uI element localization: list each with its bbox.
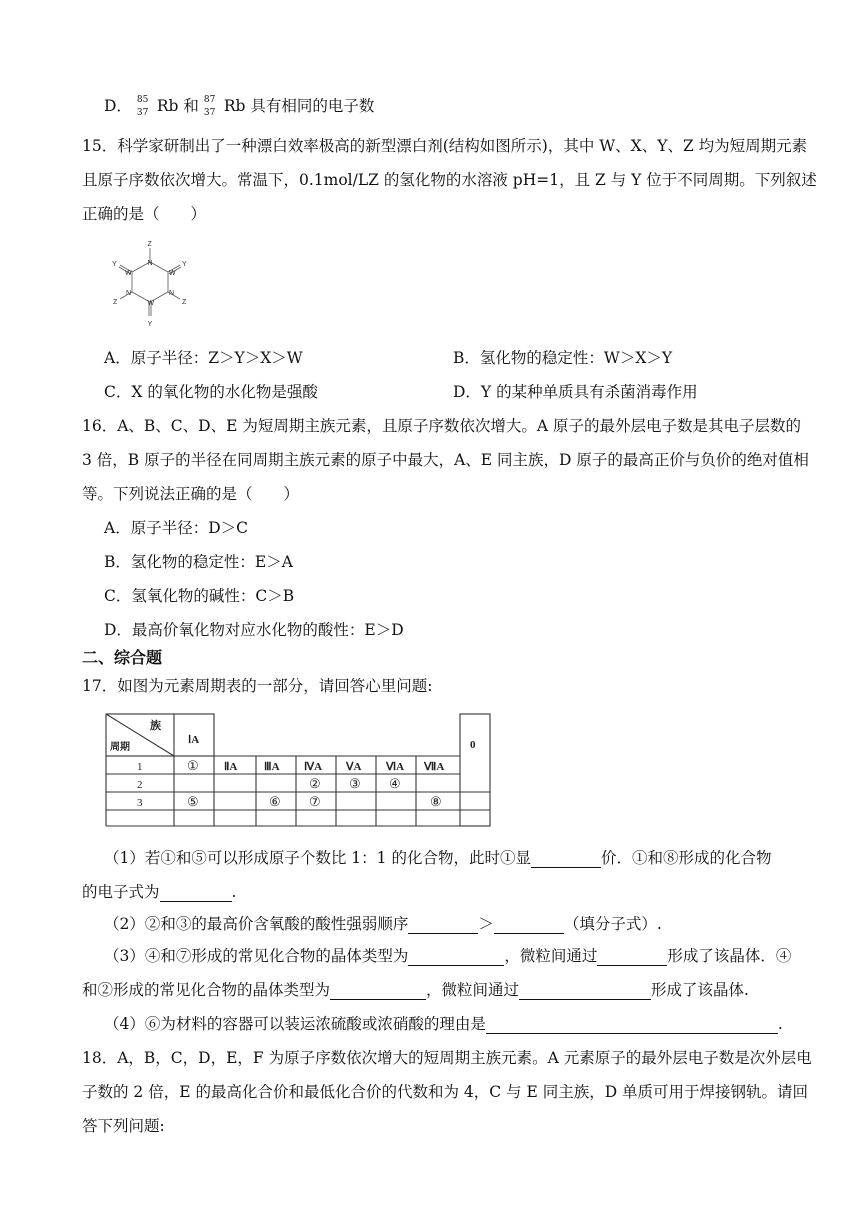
- q17-p1-text-b: 价．①和⑧形成的化合物: [600, 849, 772, 867]
- element-symbol: Rb: [223, 97, 246, 115]
- atom-label-y-left: Y: [112, 261, 117, 268]
- header-period-label: 周期: [110, 742, 130, 753]
- q17-part2: [104, 914, 662, 934]
- q17-part3-line2: [82, 980, 749, 1000]
- atom-label-top: Z: [147, 241, 152, 248]
- cell-mark-5: ⑤: [187, 794, 199, 809]
- q16-stem-line1: 16．A、B、C、D、E 为短周期主族元素，且原子序数依次增大。A 原子的最外层电子数是其电子层数的: [82, 417, 801, 435]
- atom-label-y-right: Y: [182, 261, 187, 268]
- answer-blank[interactable]: [494, 917, 564, 934]
- isotope-rb85: 85 37: [136, 95, 149, 118]
- cell-mark-4: ④: [389, 776, 401, 791]
- q15-option-a: A．原子半径：Z＞Y＞X＞W: [104, 349, 303, 367]
- q17-p1-text-c: 的电子式为: [82, 883, 160, 901]
- answer-blank[interactable]: [160, 885, 232, 902]
- q18-stem-line1: 18．A，B，C，D，E，F 为原子序数依次增大的短周期主族元素。A 元素原子的最外层电子数是次外层电: [82, 1049, 812, 1067]
- q15-option-c: C．X 的氧化物的水化物是强酸: [104, 383, 318, 401]
- period-1: 1: [137, 761, 143, 773]
- q16-option-b: B．氢化物的稳定性：E＞A: [104, 553, 293, 571]
- period-2: 2: [137, 779, 143, 791]
- q17-p3-text-d: 和②形成的常见化合物的晶体类型为: [82, 981, 331, 999]
- group-va: ⅤA: [346, 761, 362, 773]
- q15-stem-line3: 正确的是（ ）: [82, 205, 207, 223]
- q17-p1-text-d: .: [231, 883, 237, 901]
- q17-p3-text-b: ，微粒间通过: [504, 947, 598, 965]
- q16-stem-line2: 3 倍，B 原子的半径在同周期主族元素的原子中最大，A、E 同主族，D 原子的最高正价与负价的绝对值相: [82, 451, 809, 469]
- q17-p1-text-a: （1）若①和⑤可以形成原子个数比 1：1 的化合物，此时①显: [104, 849, 531, 867]
- q17-p2-gt: ＞: [478, 915, 494, 933]
- answer-blank[interactable]: [330, 983, 426, 1000]
- cell-mark-6: ⑥: [269, 794, 281, 809]
- q16-option-c: C．氢氧化物的碱性：C＞B: [104, 587, 295, 605]
- group-iiia: ⅢA: [264, 761, 280, 773]
- q15-option-d: D．Y 的某种单质具有杀菌消毒作用: [453, 383, 698, 401]
- header-group-label: 族: [150, 720, 161, 732]
- q15-stem-line2: 且原子序数依次增大。常温下，0.1mol/LZ 的氢化物的水溶液 pH=1，且 Z 与 Y 位于不同周期。下列叙述: [82, 171, 817, 189]
- q18-stem-line2: 子数的 2 倍，E 的最高化合价和最低化合价的代数和为 4，C 与 E 同主族，D 单质可用于焊接钢轨。请回: [82, 1083, 809, 1101]
- q17-part1-line1: [104, 848, 771, 868]
- q17-p4-text-a: （4）⑥为材料的容器可以装运浓硫酸或浓硝酸的理由是: [104, 1015, 486, 1033]
- cell-mark-7: ⑦: [309, 794, 321, 809]
- cell-mark-1: ①: [187, 758, 199, 773]
- q17-part4: [104, 1014, 783, 1034]
- atom-label-z-right: Z: [182, 299, 187, 306]
- atom-label-z-left: Z: [113, 299, 118, 306]
- q14-option-d: [104, 96, 374, 117]
- answer-blank[interactable]: [531, 851, 601, 868]
- periodic-table-fragment: [104, 712, 494, 830]
- answer-blank[interactable]: [597, 949, 667, 966]
- q17-p2-text-a: （2）②和③的最高价含氧酸的酸性强弱顺序: [104, 915, 409, 933]
- q18-stem-line3: 答下列问题:: [82, 1117, 165, 1135]
- cell-mark-8: ⑧: [430, 794, 442, 809]
- connector-text: 和: [183, 97, 199, 115]
- answer-blank[interactable]: [519, 983, 651, 1000]
- element-symbol: Rb: [156, 97, 179, 115]
- q17-p3-text-a: （3）④和⑦形成的常见化合物的晶体类型为: [104, 947, 409, 965]
- q14-option-d-text: 具有相同的电子数: [250, 97, 375, 115]
- q17-part3-line1: [104, 946, 791, 966]
- q14-option-d-prefix: D．: [104, 97, 132, 115]
- atom-label-n-left: N: [126, 290, 132, 297]
- group-viia: ⅦA: [424, 761, 445, 773]
- isotope-rb87: 87 37: [203, 95, 216, 118]
- q16-stem-line3: 等。下列说法正确的是（ ）: [82, 485, 300, 503]
- atom-label-y-bottom: Y: [147, 321, 153, 328]
- group-via: ⅥA: [386, 761, 405, 773]
- group-iva: ⅣA: [304, 761, 323, 773]
- atom-label-n-right: N: [169, 290, 175, 297]
- group-iia: ⅡA: [224, 761, 238, 773]
- answer-blank[interactable]: [408, 917, 478, 934]
- q15-stem-line1: 15．科学家研制出了一种漂白效率极高的新型漂白剂(结构如图所示)，其中 W、X、Y、Z 均为短周期元素: [82, 137, 808, 155]
- cell-mark-2: ②: [309, 776, 321, 791]
- q17-p3-text-f: 形成了该晶体.: [651, 981, 749, 999]
- atom-label-n-top: N: [147, 260, 153, 267]
- period-3: 3: [137, 797, 143, 809]
- molecule-structure-diagram: [100, 232, 200, 332]
- answer-blank[interactable]: [408, 949, 504, 966]
- q17-p2-text-b: （填分子式）.: [563, 915, 662, 933]
- answer-blank[interactable]: [486, 1017, 778, 1034]
- q17-p4-text-b: .: [777, 1015, 783, 1033]
- section-heading: 二、综合题: [82, 648, 163, 667]
- atom-label-w-left: W: [125, 270, 132, 277]
- q17-p3-text-c: 形成了该晶体．④: [667, 947, 792, 965]
- atom-label-w-right: W: [169, 270, 176, 277]
- atom-label-w-bottom: W: [147, 300, 155, 307]
- group-ia: ⅠA: [188, 734, 200, 746]
- q17-part1-line2: [82, 882, 236, 902]
- q16-option-d: D．最高价氧化物对应水化物的酸性：E＞D: [104, 621, 404, 639]
- group-0: 0: [470, 739, 476, 751]
- q17-intro: 17．如图为元素周期表的一部分，请回答心里问题:: [82, 677, 433, 695]
- q17-p3-text-e: ，微粒间通过: [426, 981, 520, 999]
- cell-mark-3: ③: [349, 776, 361, 791]
- q16-option-a: A．原子半径：D＞C: [104, 519, 248, 537]
- q15-option-b: B．氢化物的稳定性：W＞X＞Y: [453, 349, 673, 367]
